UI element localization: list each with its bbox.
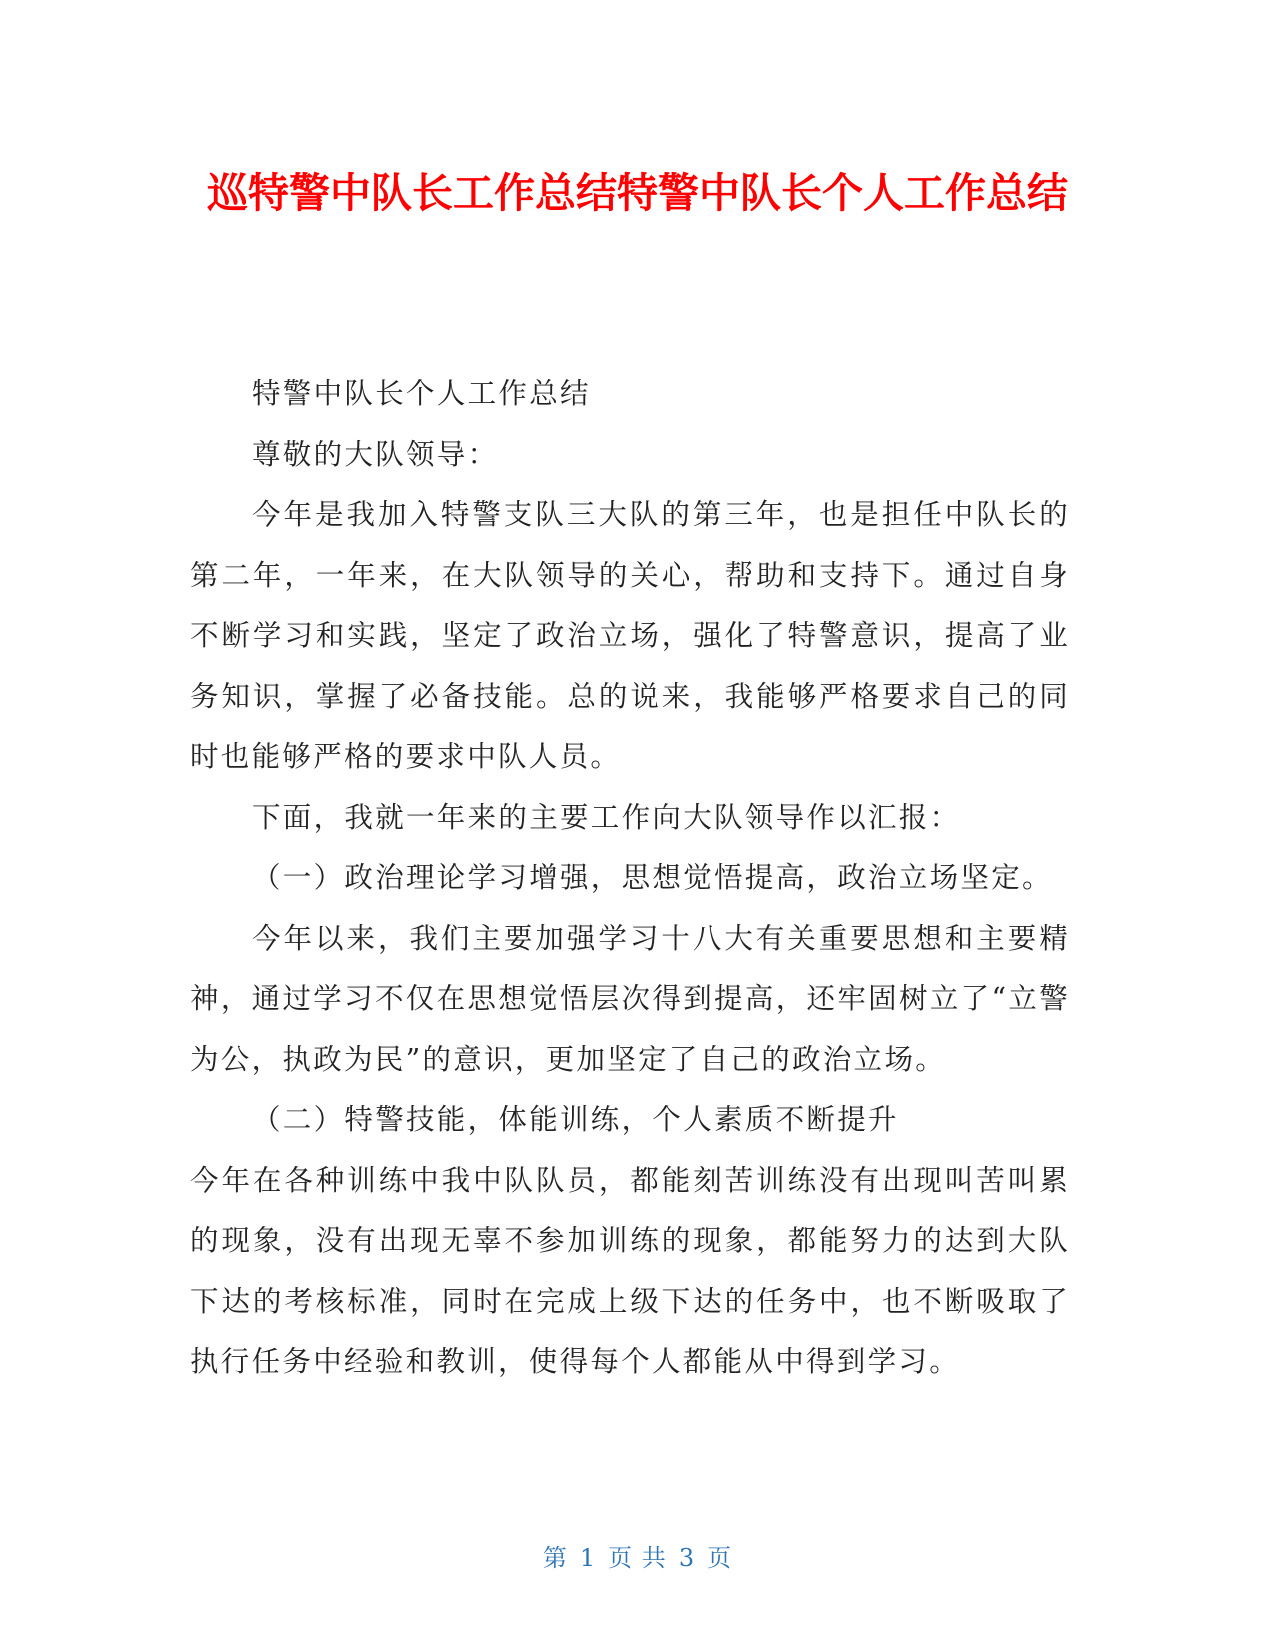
paragraph-report-lead: 下面，我就一年来的主要工作向大队领导作以汇报： [252,800,961,834]
section-heading-1: （一）政治理论学习增强，思想觉悟提高，政治立场坚定。 [252,861,1053,894]
paragraph-subtitle: 特警中队长个人工作总结 [252,377,591,410]
document-title: 巡特警中队长工作总结特警中队长个人工作总结 [207,169,1068,217]
paragraph-section-1: 今年以来，我们主要加强学习十八大有关重要思想和主要精神，通过学习不仅在思想觉悟层次得到提高，还牢固树立了“立警为公，执政为民”的意识，更加坚定了自己的政治立场。 [190,921,1070,1076]
section-heading-2: （二）特警技能，体能训练，个人素质不断提升 [252,1103,899,1136]
footer-prefix: 第 [542,1544,568,1572]
footer-total-pages: 3 [678,1544,696,1572]
paragraph-salutation: 尊敬的大队领导： [252,437,499,471]
footer-page-number: 1 [579,1544,597,1572]
footer-middle: 页 共 [608,1544,667,1572]
page-footer [0,1538,1275,1573]
document-body [190,364,1070,1393]
paragraph-section-2: 今年在各种训练中我中队队员，都能刻苦训练没有出现叫苦叫累的现象，没有出现无辜不参加训练的现象，都能努力的达到大队下达的考核标准，同时在完成上级下达的任务中，也不断吸取了执行任务中经验和教训，使得每个人都能从中得到学习。 [190,1163,1070,1378]
paragraph-intro: 今年是我加入特警支队三大队的第三年，也是担任中队长的第二年，一年来，在大队领导的关心，帮助和支持下。通过自身不断学习和实践，坚定了政治立场，强化了特警意识，提高了业务知识，掌握了必备技能。总的说来，我能够严格要求自己的同时也能够严格的要求中队人员。 [190,498,1070,773]
footer-suffix: 页 [707,1544,733,1572]
